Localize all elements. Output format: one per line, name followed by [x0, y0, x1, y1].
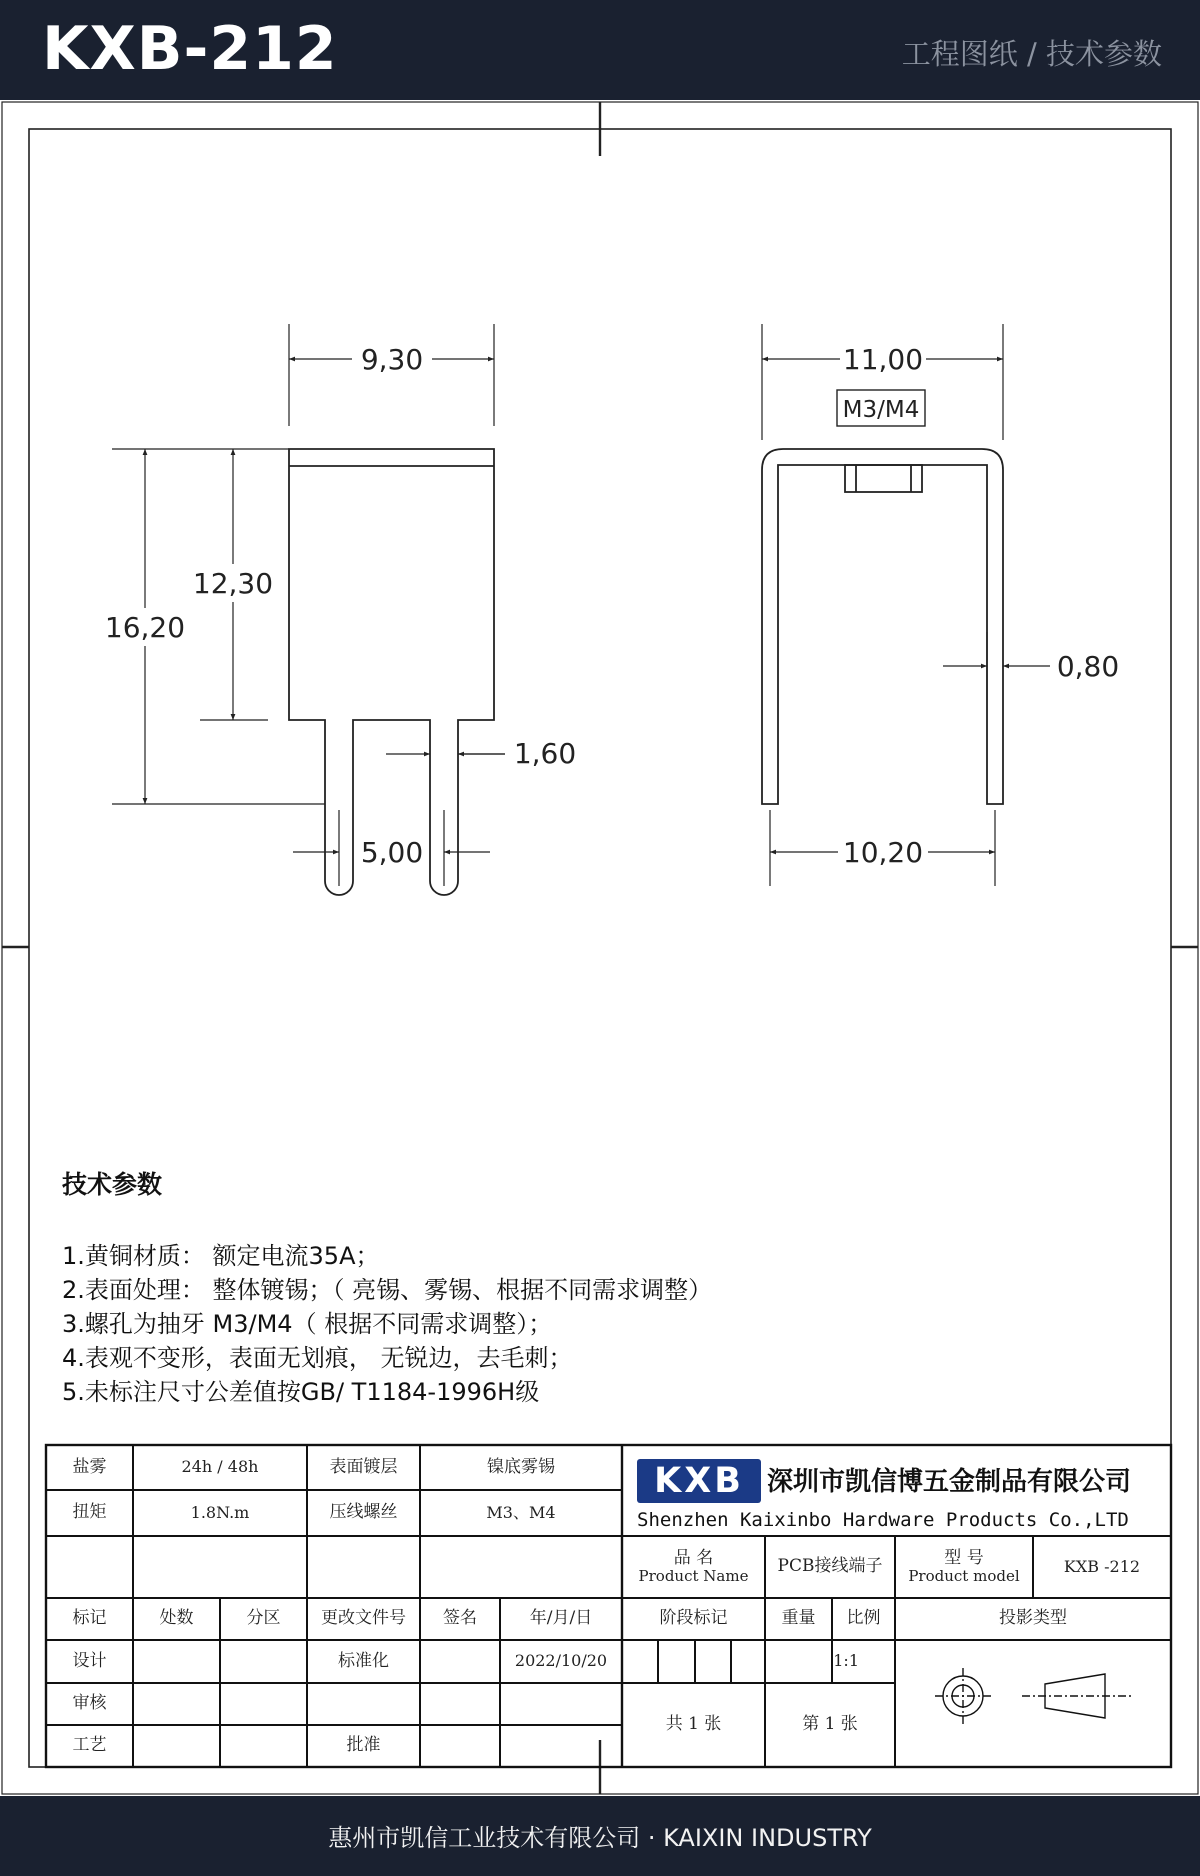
change-doc-header: 更改文件号	[321, 1608, 406, 1629]
weight-header: 重量	[781, 1608, 816, 1629]
date-header: 年/月/日	[529, 1608, 593, 1629]
dim-height-body: 12,30	[192, 567, 274, 600]
design-label: 设计	[72, 1650, 107, 1671]
torque-value: 1.8N.m	[190, 1502, 250, 1522]
tech-heading: 技术参数	[62, 1170, 163, 1199]
count-header: 处数	[159, 1608, 194, 1629]
product-name-label	[622, 1536, 765, 1598]
mark-header: 标记	[72, 1608, 107, 1629]
model-value: KXB -212	[1063, 1556, 1141, 1576]
dim-outer-width: 11,00	[842, 343, 924, 376]
tech-item: 2.表面处理： 整体镀锡；（ 亮锡、雾锡、根据不同需求调整）	[62, 1276, 713, 1304]
company-logo: KXB	[637, 1459, 761, 1503]
company-name-en: Shenzhen Kaixinbo Hardware Products Co.,LTD	[637, 1509, 1129, 1531]
standardize-label: 标准化	[338, 1650, 389, 1671]
breadcrumb: 工程图纸 / 技术参数	[901, 37, 1162, 71]
sheet-number: 第 1 张	[802, 1714, 858, 1735]
dim-pin-width: 1,60	[513, 737, 577, 770]
dim-thickness: 0,80	[1056, 650, 1120, 683]
scale-header: 比例	[846, 1608, 881, 1629]
tech-item: 1.黄铜材质： 额定电流35A；	[62, 1242, 380, 1270]
process-label: 工艺	[72, 1735, 107, 1756]
scale-value: 1:1	[833, 1651, 859, 1671]
zone-header: 分区	[246, 1608, 281, 1629]
product-name-label-en: Product Name	[638, 1567, 749, 1586]
model-label-cn: 型 号	[944, 1547, 984, 1568]
dim-height-total: 16,20	[104, 611, 186, 644]
salt-value: 24h / 48h	[181, 1457, 259, 1477]
front-view	[289, 449, 494, 895]
date-value: 2022/10/20	[514, 1651, 608, 1671]
product-name-label-cn: 品 名	[673, 1547, 714, 1568]
plating-label: 表面镀层	[329, 1456, 398, 1477]
model-label-en: Product model	[908, 1567, 1020, 1586]
dim-screw: M3/M4	[842, 397, 920, 423]
screw-value: M3、M4	[486, 1502, 556, 1522]
tech-item: 3.螺孔为抽牙 M3/M4（ 根据不同需求调整）；	[62, 1310, 553, 1338]
footer-bar	[0, 1796, 1200, 1876]
plating-value: 镍底雾锡	[487, 1456, 555, 1477]
salt-label: 盐雾	[72, 1456, 107, 1477]
screw-label: 压线螺丝	[329, 1502, 398, 1523]
dim-width-top: 9,30	[360, 343, 424, 376]
signature-header: 签名	[443, 1608, 477, 1629]
product-model-title: KXB-212	[42, 14, 338, 84]
dim-pin-pitch: 5,00	[360, 836, 424, 869]
tech-item: 5.未标注尺寸公差值按GB/ T1184-1996H级	[62, 1378, 540, 1406]
sheets-total: 共 1 张	[665, 1714, 722, 1735]
review-label: 审核	[72, 1693, 107, 1714]
dim-inner-width: 10,20	[842, 836, 924, 869]
product-name-value: PCB接线端子	[777, 1556, 883, 1577]
footer-text: 惠州市凯信工业技术有限公司 · KAIXIN INDUSTRY	[328, 1824, 872, 1852]
projection-header: 投影类型	[999, 1608, 1067, 1629]
stage-mark-header: 阶段标记	[659, 1608, 728, 1629]
company-name-cn: 深圳市凯信博五金制品有限公司	[767, 1467, 1132, 1497]
side-view	[762, 390, 1003, 804]
title-block	[46, 1445, 1171, 1767]
header-bar	[0, 0, 1200, 100]
tech-params	[62, 1165, 1062, 1409]
tech-item: 4.表观不变形，表面无划痕， 无锐边，去毛刺；	[62, 1344, 573, 1372]
torque-label: 扭矩	[72, 1502, 107, 1523]
approve-label: 批准	[346, 1735, 381, 1756]
company-block	[625, 1447, 1169, 1537]
model-label	[895, 1536, 1033, 1598]
